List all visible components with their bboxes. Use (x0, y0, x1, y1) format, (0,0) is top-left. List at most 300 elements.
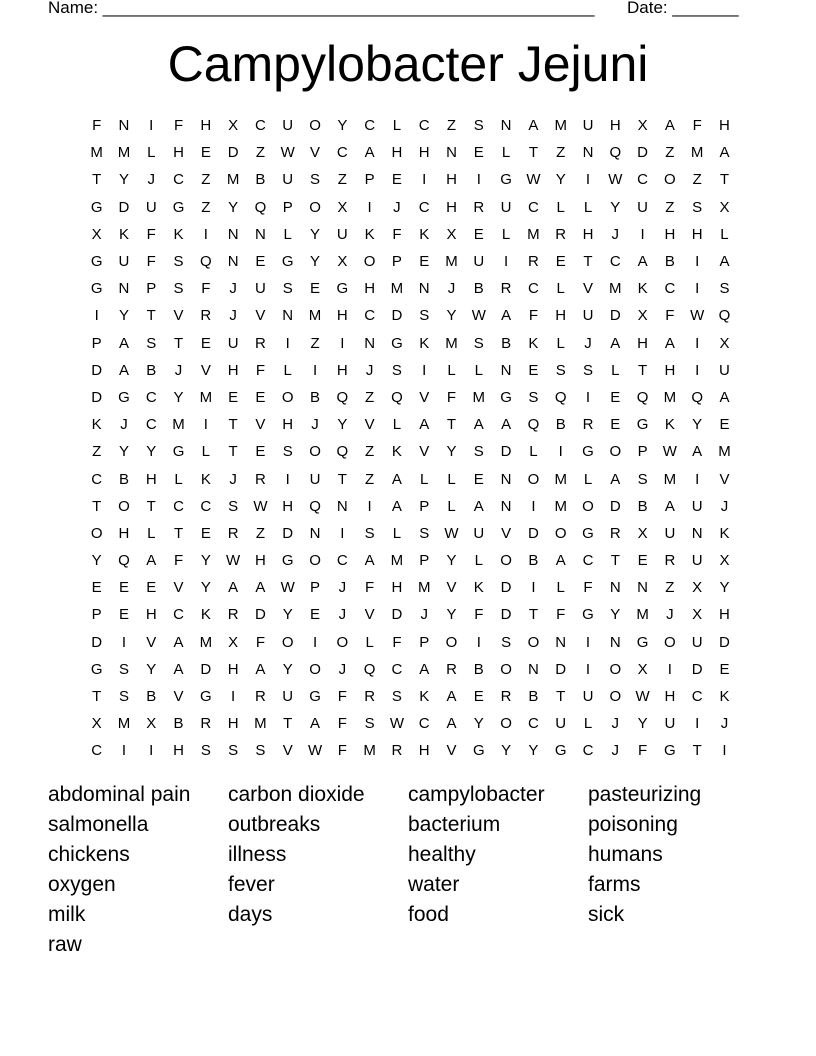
word-list-item: outbreaks (228, 813, 321, 836)
grid-cell: K (173, 225, 184, 243)
grid-cell: H (664, 361, 676, 379)
grid-cell: I (422, 171, 427, 189)
grid-cell: T (337, 470, 347, 488)
grid-cell: D (500, 579, 512, 597)
grid-cell: M (90, 144, 103, 162)
grid-cell: Y (473, 715, 484, 733)
grid-cell: U (282, 688, 294, 706)
grid-cell: S (282, 443, 293, 461)
grid-cell: C (582, 552, 594, 570)
grid-cell: N (500, 117, 512, 135)
grid-cell: D (637, 144, 648, 162)
grid-cell: H (227, 660, 239, 678)
grid-cell: H (145, 606, 157, 624)
grid-cell: U (664, 715, 676, 733)
grid-cell: M (308, 307, 322, 325)
grid-cell: Y (610, 606, 621, 624)
grid-cell: V (255, 307, 266, 325)
word-list-item: salmonella (48, 813, 149, 836)
grid-cell: L (556, 198, 565, 216)
grid-cell: L (365, 633, 374, 651)
grid-cell: S (473, 334, 484, 352)
grid-cell: C (527, 715, 539, 733)
grid-cell: H (227, 715, 239, 733)
grid-cell: B (555, 416, 566, 434)
grid-cell: I (695, 470, 700, 488)
grid-cell: R (446, 660, 457, 678)
grid-cell: G (90, 253, 103, 271)
grid-cell: T (228, 443, 238, 461)
word-list-item: healthy (408, 843, 476, 866)
grid-cell: X (228, 117, 239, 135)
grid-cell: F (692, 117, 702, 135)
grid-cell: S (255, 742, 266, 760)
grid-cell: Y (446, 443, 457, 461)
grid-cell: R (200, 307, 212, 325)
grid-cell: Q (691, 388, 704, 406)
grid-cell: C (609, 253, 621, 271)
grid-cell: T (719, 171, 730, 189)
grid-cell: W (253, 497, 268, 515)
grid-cell: S (391, 688, 402, 706)
grid-cell: V (364, 606, 375, 624)
grid-cell: M (445, 334, 458, 352)
grid-cell: L (583, 470, 593, 488)
grid-cell: C (145, 388, 157, 406)
grid-cell: O (664, 171, 676, 189)
grid-cell: N (418, 280, 430, 298)
date-field-label: Date: _______ (627, 0, 739, 17)
grid-cell: G (636, 416, 649, 434)
grid-cell: E (610, 388, 621, 406)
grid-cell: L (392, 416, 402, 434)
grid-cell: E (255, 253, 266, 271)
grid-cell: S (555, 361, 566, 379)
grid-cell: B (255, 171, 266, 189)
grid-cell: M (117, 144, 131, 162)
grid-cell: Z (692, 171, 702, 189)
grid-cell: F (665, 307, 675, 325)
grid-cell: E (91, 579, 102, 597)
grid-cell: Y (446, 552, 457, 570)
grid-cell: R (391, 742, 403, 760)
grid-cell: L (201, 443, 210, 461)
grid-cell: J (338, 579, 347, 597)
grid-cell: I (531, 579, 536, 597)
grid-cell: I (476, 171, 481, 189)
grid-cell: M (172, 416, 185, 434)
grid-cell: G (554, 742, 567, 760)
grid-cell: T (146, 307, 156, 325)
grid-cell: U (255, 280, 266, 298)
grid-cell: O (527, 470, 540, 488)
grid-cell: H (418, 144, 430, 162)
grid-cell: J (720, 497, 729, 515)
grid-cell: I (285, 470, 290, 488)
grid-cell: T (528, 606, 538, 624)
grid-cell: D (255, 606, 266, 624)
grid-cell: O (309, 117, 321, 135)
grid-cell: L (392, 117, 402, 135)
grid-cell: Y (118, 307, 129, 325)
grid-cell: G (172, 443, 185, 461)
grid-cell: K (719, 688, 730, 706)
grid-cell: N (582, 144, 594, 162)
grid-cell: C (91, 470, 103, 488)
grid-cell: Y (501, 742, 512, 760)
grid-cell: X (637, 307, 648, 325)
grid-cell: A (118, 361, 129, 379)
grid-cell: Z (365, 470, 375, 488)
grid-cell: X (719, 198, 730, 216)
grid-cell: D (91, 633, 103, 651)
grid-cell: U (145, 198, 157, 216)
word-list-item: water (408, 873, 460, 896)
grid-cell: C (637, 171, 648, 189)
grid-cell: Y (692, 416, 703, 434)
grid-cell: G (582, 524, 594, 542)
grid-cell: H (446, 198, 457, 216)
grid-cell: L (147, 144, 156, 162)
word-list-item: carbon dioxide (228, 783, 365, 806)
grid-cell: L (501, 225, 511, 243)
grid-cell: L (283, 361, 292, 379)
grid-cell: N (500, 361, 512, 379)
grid-cell: A (446, 688, 457, 706)
grid-cell: H (118, 524, 130, 542)
grid-cell: J (393, 198, 401, 216)
grid-cell: F (583, 579, 593, 597)
grid-cell: C (145, 416, 157, 434)
grid-cell: C (527, 280, 539, 298)
grid-cell: A (719, 253, 730, 271)
grid-cell: J (611, 225, 620, 243)
grid-cell: E (255, 388, 266, 406)
grid-cell: Z (665, 144, 675, 162)
grid-cell: A (610, 470, 621, 488)
grid-cell: A (664, 117, 675, 135)
grid-cell: F (337, 688, 347, 706)
grid-cell: E (637, 552, 648, 570)
grid-cell: V (719, 470, 730, 488)
grid-cell: C (364, 307, 376, 325)
grid-cell: H (282, 416, 294, 434)
grid-cell: S (473, 117, 484, 135)
grid-cell: X (337, 198, 348, 216)
grid-cell: L (556, 280, 565, 298)
grid-cell: C (418, 198, 430, 216)
grid-cell: R (527, 253, 539, 271)
grid-cell: H (664, 688, 676, 706)
word-list-item: food (408, 903, 449, 926)
grid-cell: E (310, 606, 321, 624)
grid-cell: W (635, 688, 650, 706)
grid-cell: O (309, 443, 321, 461)
grid-cell: C (336, 552, 348, 570)
grid-cell: A (146, 552, 157, 570)
grid-cell: O (309, 198, 321, 216)
grid-cell: P (419, 497, 430, 515)
grid-cell: P (391, 253, 402, 271)
grid-cell: E (118, 606, 129, 624)
grid-cell: K (637, 280, 648, 298)
grid-cell: T (556, 688, 566, 706)
grid-cell: Q (254, 198, 267, 216)
grid-cell: X (228, 633, 239, 651)
grid-cell: H (582, 225, 594, 243)
grid-cell: U (691, 633, 703, 651)
grid-cell: I (203, 416, 208, 434)
grid-cell: N (637, 579, 648, 597)
grid-cell: D (282, 524, 294, 542)
grid-cell: K (364, 225, 375, 243)
grid-cell: L (474, 552, 483, 570)
grid-cell: T (228, 416, 238, 434)
grid-cell: P (146, 280, 157, 298)
grid-cell: O (281, 633, 294, 651)
grid-cell: O (363, 253, 376, 271)
grid-cell: O (500, 660, 512, 678)
grid-cell: V (255, 416, 266, 434)
grid-cell: Y (446, 307, 457, 325)
grid-cell: F (255, 361, 266, 379)
grid-cell: I (695, 361, 700, 379)
grid-cell: T (92, 497, 102, 515)
grid-cell: V (446, 579, 457, 597)
grid-cell: X (719, 552, 730, 570)
grid-cell: B (473, 660, 484, 678)
grid-cell: I (121, 742, 127, 760)
grid-cell: D (500, 443, 512, 461)
grid-cell: U (555, 715, 567, 733)
grid-cell: M (199, 633, 213, 651)
header (48, 0, 748, 18)
grid-cell: S (391, 361, 402, 379)
grid-cell: A (255, 579, 266, 597)
grid-cell: B (664, 253, 675, 271)
word-list-item: illness (228, 843, 287, 866)
grid-cell: H (719, 117, 730, 135)
grid-cell: S (419, 524, 430, 542)
grid-cell: S (118, 688, 129, 706)
grid-cell: L (174, 470, 183, 488)
grid-cell: H (555, 307, 567, 325)
grid-cell: Y (146, 660, 157, 678)
grid-cell: F (173, 117, 184, 135)
grid-cell: A (391, 497, 402, 515)
grid-cell: Q (636, 388, 649, 406)
grid-cell: O (609, 443, 622, 461)
grid-cell: C (336, 144, 348, 162)
grid-cell: G (336, 280, 349, 298)
word-list-item: sick (588, 903, 625, 926)
grid-cell: Q (391, 388, 403, 406)
grid-cell: S (200, 742, 211, 760)
grid-cell: R (227, 606, 239, 624)
grid-cell: Y (310, 253, 321, 271)
grid-cell: E (555, 253, 566, 271)
grid-cell: U (309, 470, 321, 488)
grid-cell: I (695, 715, 700, 733)
grid-cell: X (719, 334, 730, 352)
grid-cell: U (282, 171, 294, 189)
grid-cell: N (227, 253, 239, 271)
grid-cell: O (582, 497, 594, 515)
grid-cell: N (336, 497, 348, 515)
grid-cell: A (637, 253, 648, 271)
grid-cell: N (227, 225, 239, 243)
grid-cell: I (149, 742, 154, 760)
grid-cell: Y (719, 579, 730, 597)
grid-cell: P (310, 579, 321, 597)
grid-cell: E (719, 416, 730, 434)
grid-cell: P (637, 443, 648, 461)
grid-cell: N (555, 633, 567, 651)
grid-cell: I (695, 280, 700, 298)
grid-cell: W (389, 715, 404, 733)
grid-cell: U (637, 198, 648, 216)
grid-cell: T (692, 742, 702, 760)
grid-cell: F (255, 633, 266, 651)
grid-cell: M (636, 606, 649, 624)
grid-cell: K (719, 524, 730, 542)
grid-cell: R (364, 688, 376, 706)
grid-cell: B (637, 497, 648, 515)
grid-cell: A (419, 416, 430, 434)
grid-cell: H (609, 117, 621, 135)
grid-cell: I (94, 307, 99, 325)
grid-cell: B (173, 715, 184, 733)
grid-cell: W (608, 171, 623, 189)
grid-cell: A (501, 307, 512, 325)
grid-cell: M (199, 388, 213, 406)
grid-cell: Z (556, 144, 566, 162)
grid-cell: A (118, 334, 129, 352)
grid-cell: J (147, 171, 155, 189)
grid-cell: I (640, 225, 645, 243)
grid-cell: Q (118, 552, 130, 570)
grid-cell: B (146, 361, 157, 379)
grid-cell: H (364, 280, 376, 298)
grid-cell: K (91, 416, 102, 434)
grid-cell: F (365, 579, 375, 597)
grid-cell: A (391, 470, 402, 488)
grid-cell: Q (527, 416, 540, 434)
grid-cell: C (173, 606, 184, 624)
grid-cell: N (609, 579, 621, 597)
grid-cell: R (473, 198, 485, 216)
grid-cell: U (664, 524, 676, 542)
grid-cell: F (201, 280, 211, 298)
grid-cell: L (147, 524, 156, 542)
grid-cell: A (173, 633, 184, 651)
grid-cell: Y (200, 579, 211, 597)
grid-cell: E (528, 361, 539, 379)
grid-cell: W (662, 443, 677, 461)
grid-cell: V (419, 388, 430, 406)
grid-cell: F (474, 606, 484, 624)
grid-cell: F (146, 253, 156, 271)
grid-cell: T (92, 171, 102, 189)
grid-cell: X (91, 225, 102, 243)
grid-cell: K (391, 443, 402, 461)
grid-cell: C (582, 742, 594, 760)
grid-cell: Q (363, 660, 376, 678)
grid-cell: G (172, 198, 185, 216)
grid-cell: T (528, 144, 538, 162)
grid-cell: D (91, 388, 103, 406)
grid-cell: H (173, 742, 184, 760)
grid-cell: E (473, 470, 484, 488)
grid-cell: H (418, 742, 430, 760)
grid-cell: A (364, 144, 375, 162)
grid-cell: T (173, 334, 184, 352)
grid-cell: F (337, 742, 347, 760)
grid-cell: L (420, 470, 429, 488)
grid-cell: J (447, 280, 456, 298)
grid-cell: P (364, 171, 375, 189)
grid-cell: D (500, 606, 512, 624)
grid-cell: T (446, 416, 457, 434)
grid-cell: H (200, 117, 212, 135)
grid-cell: C (255, 117, 266, 135)
grid-cell: S (118, 660, 129, 678)
word-list-item: fever (228, 873, 275, 896)
grid-cell: H (446, 171, 457, 189)
grid-cell: C (364, 117, 376, 135)
word-list-item: pasteurizing (588, 783, 702, 806)
word-list-item: milk (48, 903, 86, 926)
grid-cell: J (611, 742, 620, 760)
grid-cell: A (173, 660, 184, 678)
grid-cell: A (501, 416, 512, 434)
grid-cell: H (637, 334, 648, 352)
grid-cell: W (307, 742, 323, 760)
grid-cell: O (90, 524, 103, 542)
grid-cell: V (501, 524, 512, 542)
grid-cell: D (118, 198, 130, 216)
grid-cell: K (419, 334, 430, 352)
grid-cell: J (229, 470, 237, 488)
grid-cell: L (720, 225, 729, 243)
grid-cell: G (636, 633, 649, 651)
grid-cell: F (638, 742, 648, 760)
grid-cell: H (173, 144, 184, 162)
grid-cell: X (692, 606, 703, 624)
grid-cell: O (664, 633, 676, 651)
grid-cell: E (473, 225, 484, 243)
grid-cell: O (281, 388, 294, 406)
grid-cell: Z (201, 198, 211, 216)
grid-cell: J (311, 416, 319, 434)
grid-cell: J (229, 307, 237, 325)
grid-cell: C (418, 117, 430, 135)
grid-cell: L (447, 470, 456, 488)
grid-cell: D (609, 307, 621, 325)
grid-cell: K (664, 416, 675, 434)
grid-cell: Y (118, 443, 129, 461)
grid-cell: O (309, 552, 321, 570)
grid-cell: U (582, 688, 594, 706)
grid-cell: D (391, 307, 403, 325)
grid-cell: V (146, 633, 157, 651)
grid-cell: V (310, 144, 321, 162)
grid-cell: B (501, 334, 512, 352)
grid-cell: M (254, 715, 267, 733)
grid-cell: A (664, 334, 675, 352)
grid-cell: N (309, 524, 321, 542)
grid-cell: Y (282, 660, 293, 678)
